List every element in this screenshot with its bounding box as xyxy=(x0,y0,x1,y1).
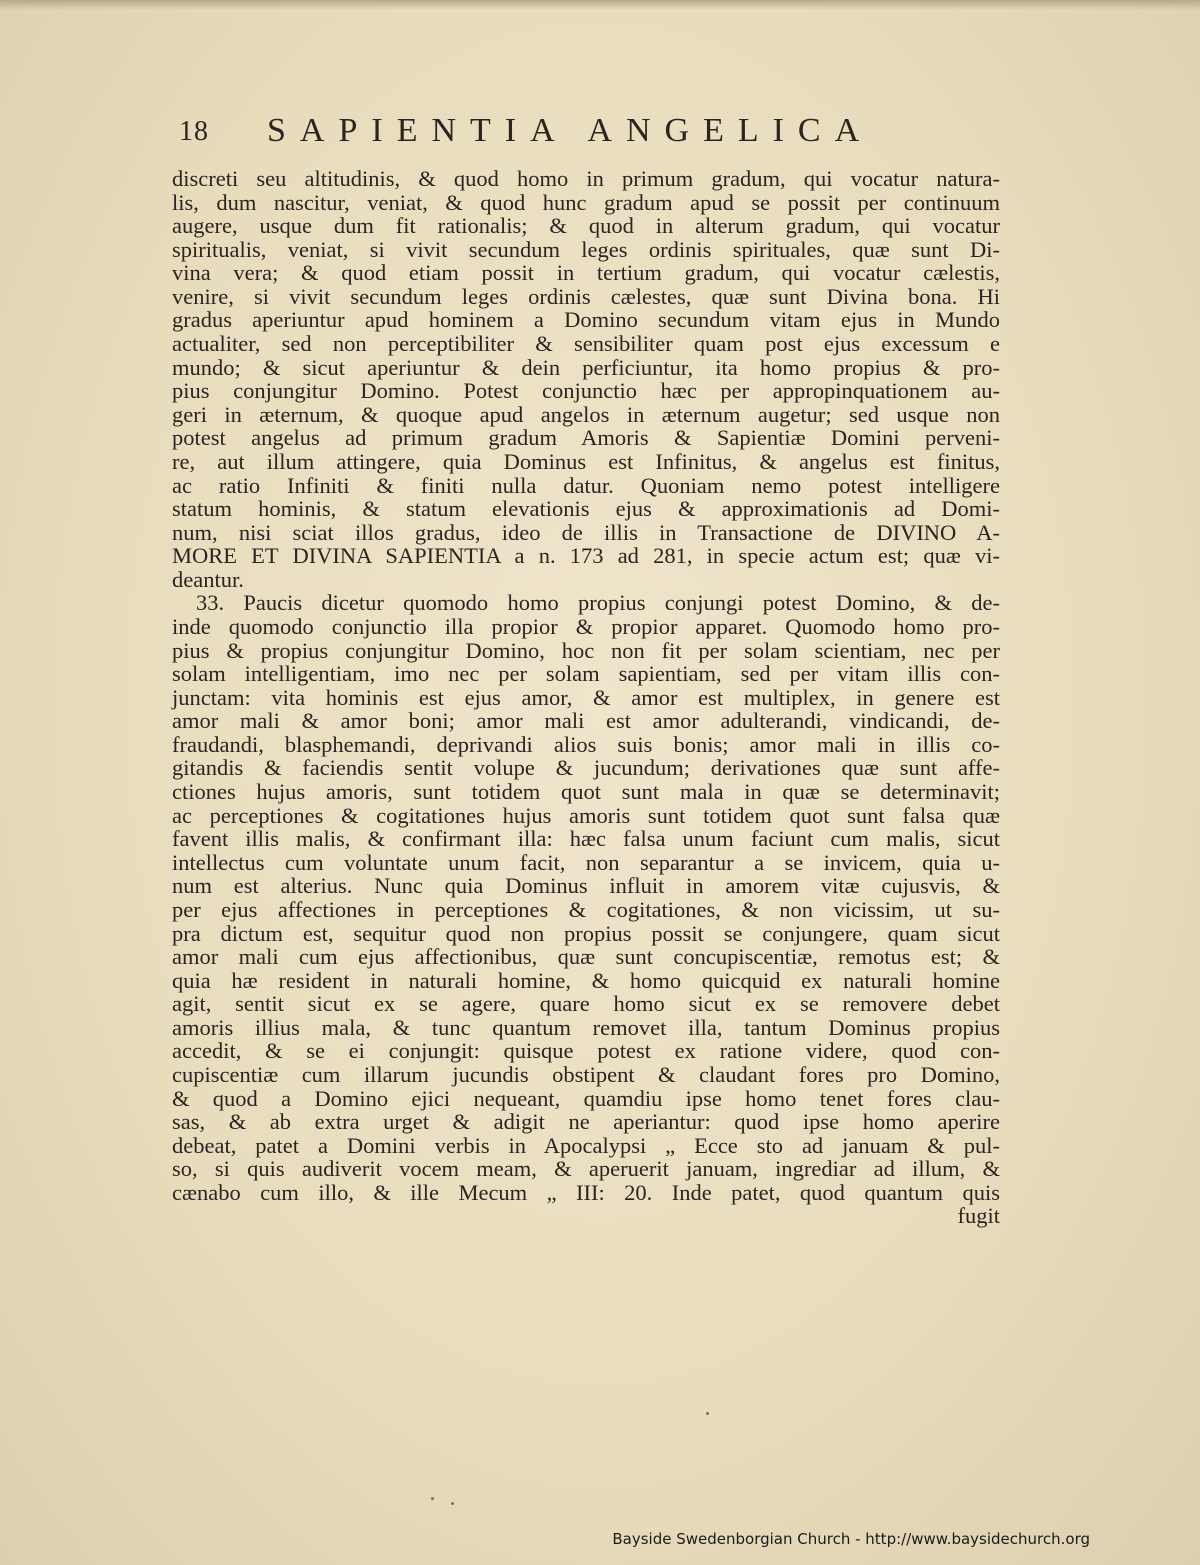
text-line: agit, sentit sicut ex se agere, quare homo sicut ex se removere debet xyxy=(172,991,1000,1017)
text-line: lis, dum nascitur, veniat, & quod hunc gradum apud se possit per continuum xyxy=(172,189,1000,215)
ink-speck xyxy=(451,1502,454,1505)
text-line: re, aut illum attingere, quia Dominus est Infinitus, & angelus est finitus, xyxy=(172,448,1000,474)
text-line: ac ratio Infiniti & finiti nulla datur. Quoniam nemo potest intelligere xyxy=(172,472,1000,498)
text-line: augere, usque dum fit rationalis; & quod in alterum gradum, qui vocatur xyxy=(172,213,1000,239)
text-line: amor mali cum ejus affectionibus, quæ sunt concupiscentiæ, remotus est; & xyxy=(172,944,1000,970)
text-line: so, si quis audiverit vocem meam, & aperuerit januam, ingrediar ad illum, & xyxy=(172,1156,1000,1182)
text-line: inde quomodo conjunctio illa propior & propior apparet. Quomodo homo pro- xyxy=(172,613,1000,639)
text-line: pius conjungitur Domino. Potest conjunctio hæc per appropinquationem au- xyxy=(172,378,1000,404)
text-line: deantur. xyxy=(172,566,244,592)
text-line: amor mali & amor boni; amor mali est amor adulterandi, vindicandi, de- xyxy=(172,708,1000,734)
running-title: SAPIENTIA ANGELICA xyxy=(267,112,874,149)
text-line: spiritualis, veniat, si vivit secundum leges ordinis spirituales, quæ sunt Di- xyxy=(172,236,1000,262)
page-header xyxy=(179,112,999,156)
text-line: intellectus cum voluntate unum facit, non separantur a se invicem, quia u- xyxy=(172,849,1000,875)
text-line: solam intelligentiam, imo nec per solam sapientiam, sed per vitam illis con- xyxy=(172,661,1000,687)
text-line: gradus aperiuntur apud hominem a Domino secundum vitam ejus in Mundo xyxy=(172,307,1000,333)
text-line: quia hæ resident in naturali homine, & homo quicquid ex naturali homine xyxy=(172,967,1000,993)
text-line: pius & propius conjungitur Domino, hoc non fit per solam scientiam, nec per xyxy=(172,637,1000,663)
paragraph-start-line: 33. Paucis dicetur quomodo homo propius conjungi potest Domino, & de- xyxy=(196,590,1000,616)
text-line: ac perceptiones & cogitationes hujus amoris sunt totidem quot sunt falsa quæ xyxy=(172,802,1000,828)
text-line: fraudandi, blasphemandi, deprivandi alios suis bonis; amor mali in illis co- xyxy=(172,731,1000,757)
text-line: actualiter, sed non perceptibiliter & sensibiliter quam post ejus excessum e xyxy=(172,331,1000,357)
text-line: favent illis malis, & confirmant illa: hæc falsa unum faciunt cum malis, sicut xyxy=(172,826,1000,852)
text-line: potest angelus ad primum gradum Amoris & Sapientiæ Domini perveni- xyxy=(172,425,1000,451)
ink-speck xyxy=(706,1412,709,1415)
text-line: pra dictum est, sequitur quod non propius possit se conjungere, quam sicut xyxy=(172,920,1000,946)
text-line: per ejus affectiones in perceptiones & cogitationes, & non vicissim, ut su- xyxy=(172,896,1000,922)
text-line: amoris illius mala, & tunc quantum removet illa, tantum Dominus propius xyxy=(172,1014,1000,1040)
text-line: MORE ET DIVINA SAPIENTIA a n. 173 ad 281, in specie actum est; quæ vi- xyxy=(172,543,1000,569)
page-number: 18 xyxy=(179,116,209,147)
text-line: mundo; & sicut aperiuntur & dein perficiuntur, ita homo propius & pro- xyxy=(172,354,1000,380)
text-line: ctiones hujus amoris, sunt totidem quot sunt mala in quæ se determinavit; xyxy=(172,779,1000,805)
text-line: debeat, patet a Domini verbis in Apocalypsi „ Ecce sto ad januam & pul- xyxy=(172,1132,1000,1158)
text-line: statum hominis, & statum elevationis ejus & approximationis ad Domi- xyxy=(172,496,1000,522)
text-line: & quod a Domino ejici nequeant, quamdiu ipse homo tenet fores clau- xyxy=(172,1085,1000,1111)
ink-speck xyxy=(431,1497,434,1500)
text-line: venire, si vivit secundum leges ordinis cælestes, quæ sunt Divina bona. Hi xyxy=(172,283,1000,309)
text-line: num, nisi sciat illos gradus, ideo de illis in Transactione de DIVINO A- xyxy=(172,519,1000,545)
site-watermark: Bayside Swedenborgian Church - http://www.baysidechurch.org xyxy=(612,1530,1090,1548)
text-line: num est alterius. Nunc quia Dominus influit in amorem vitæ cujusvis, & xyxy=(172,873,1000,899)
text-line: discreti seu altitudinis, & quod homo in primum gradum, qui vocatur natura- xyxy=(172,166,1000,191)
text-line: junctam: vita hominis est ejus amor, & amor est multiplex, in genere est xyxy=(172,684,1000,710)
text-line: vina vera; & quod etiam possit in tertium gradum, qui vocatur cælestis, xyxy=(172,260,1000,286)
text-line: accedit, & se ei conjungit: quisque potest ex ratione videre, quod con- xyxy=(172,1038,1000,1064)
text-line: cænabo cum illo, & ille Mecum „ III: 20. Inde patet, quod quantum quis xyxy=(172,1179,1000,1205)
catchword: fugit xyxy=(957,1203,1000,1229)
text-line: geri in æternum, & quoque apud angelos in æternum augetur; sed usque non xyxy=(172,401,1000,427)
text-line: cupiscentiæ cum illarum jucundis obstipent & claudant fores pro Domino, xyxy=(172,1061,1000,1087)
text-line: sas, & ab extra urget & adigit ne aperiantur: quod ipse homo aperire xyxy=(172,1109,1000,1135)
text-line: gitandis & faciendis sentit volupe & jucundum; derivationes quæ sunt affe- xyxy=(172,755,1000,781)
body-text xyxy=(172,167,1000,1228)
